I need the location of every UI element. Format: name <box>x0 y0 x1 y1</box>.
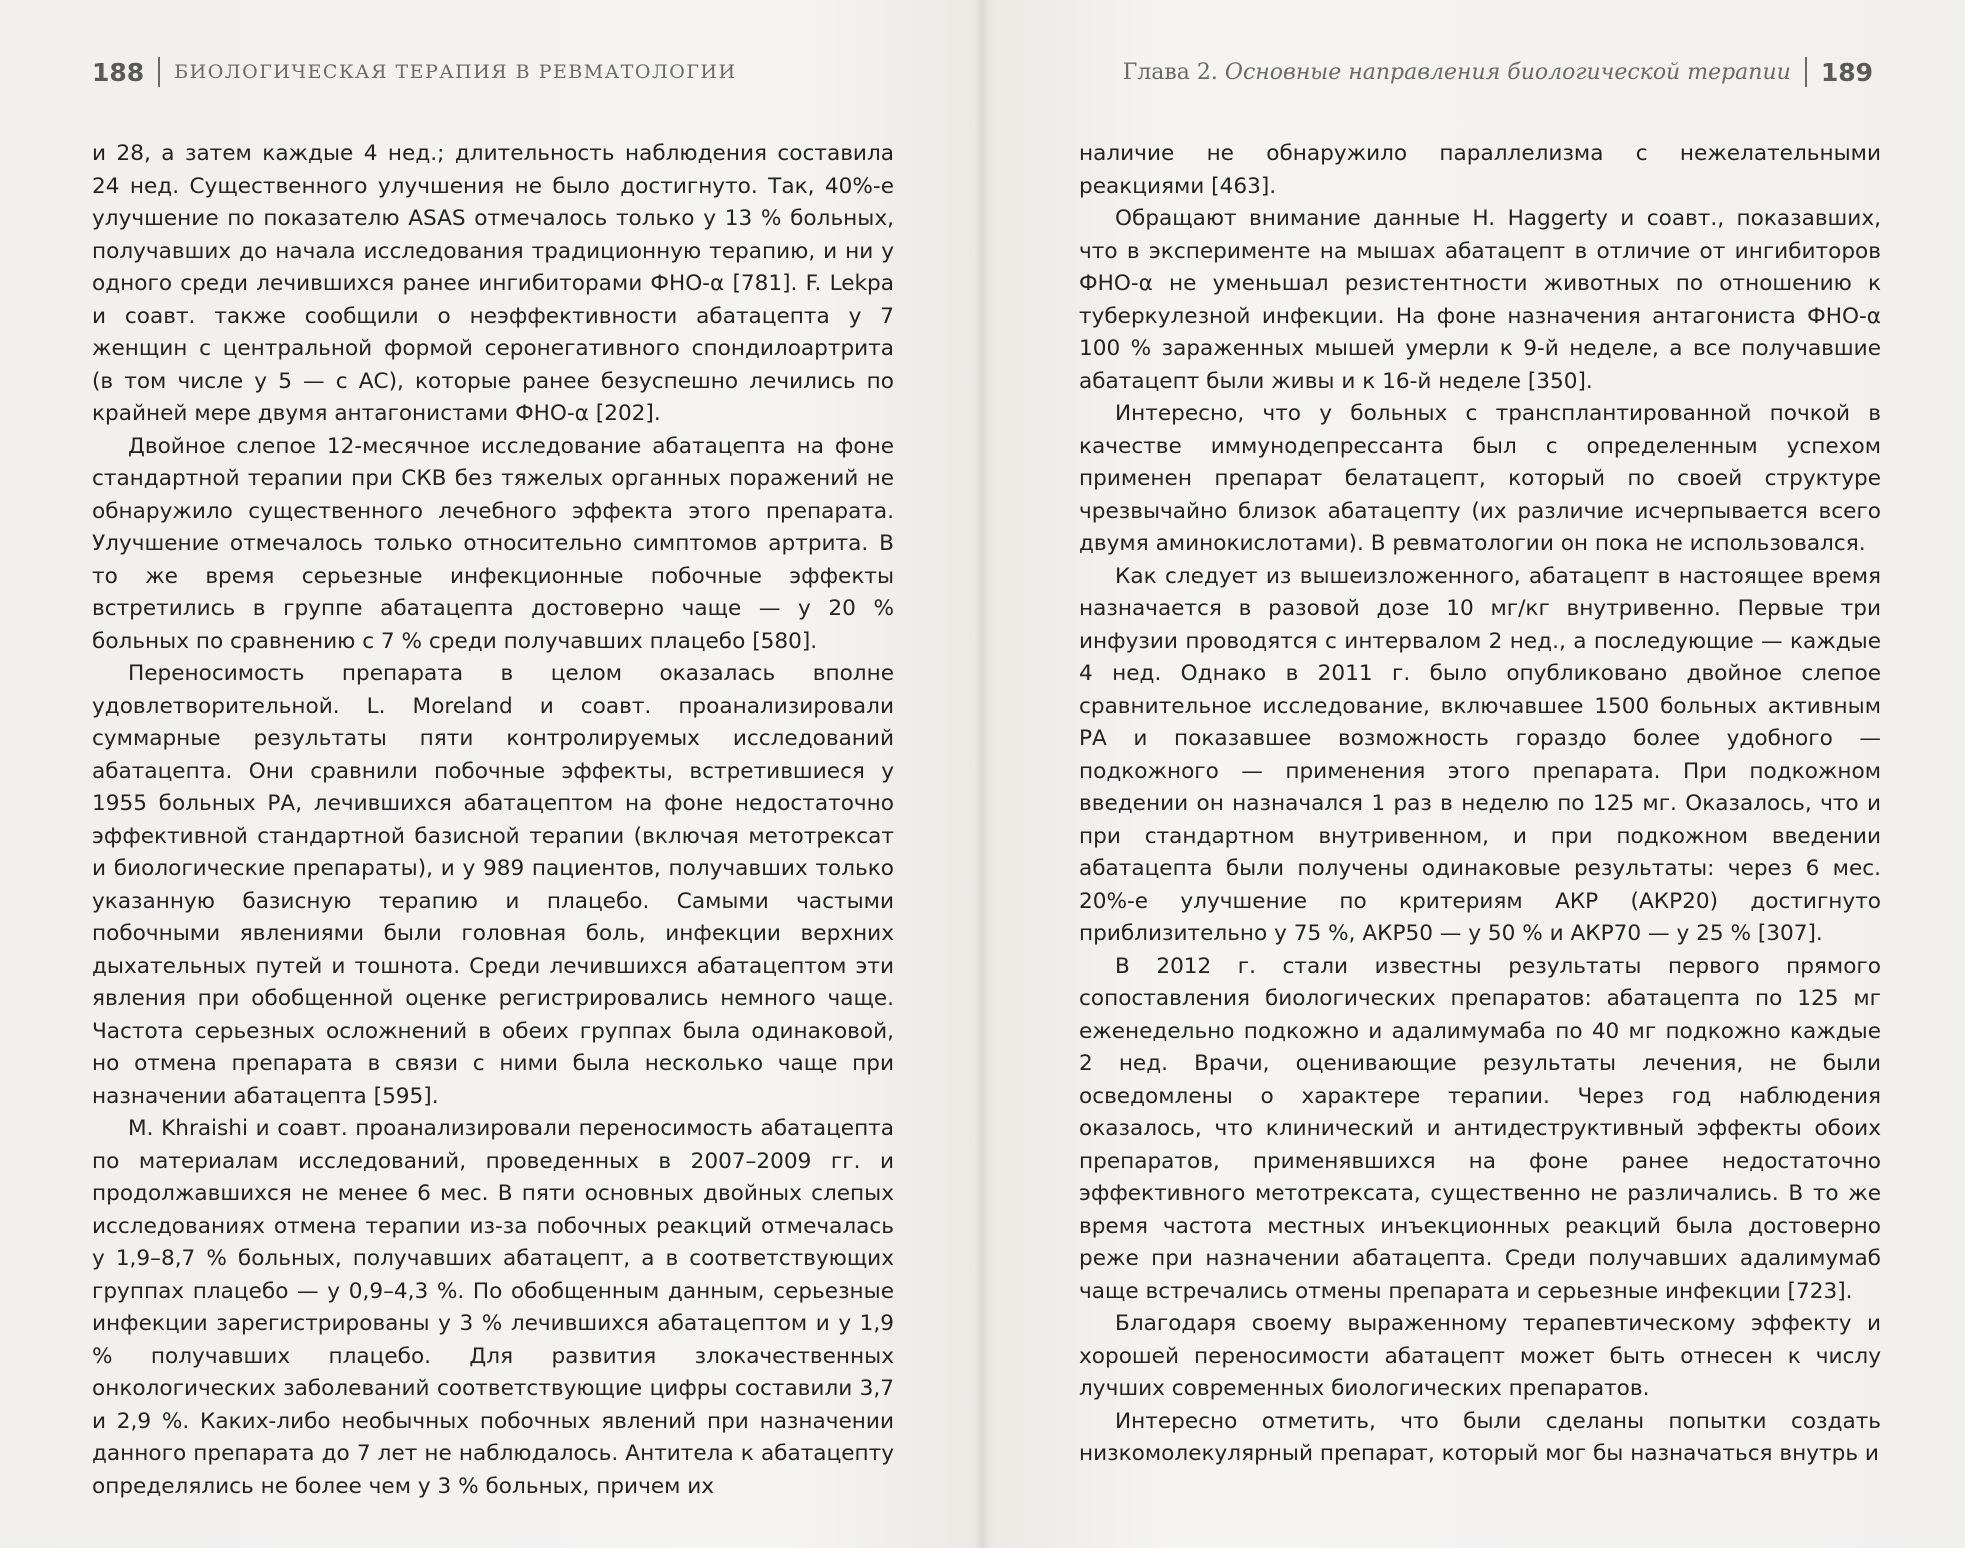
left-page <box>0 0 982 1548</box>
paragraph: наличие не обнаружило параллелизма с нежелательными реакциями [463]. <box>1079 141 1881 199</box>
left-page-number: 188 <box>92 57 145 87</box>
paragraph: Переносимость препарата в целом оказалась вполне удовлетворительной. L. Moreland и соавт. проанализировали суммарные результаты пяти контролируемых исследований абатацепта. Они сравнили побочные эффекты, встретившиеся у 1955 больных РА, лечившихся абатацептом на фоне недостаточно эффективной стандартной базисной терапии (включая метотрексат и биологические препараты), и у 989 пациентов, получавших только указанную базисную терапию и плацебо. Самыми частыми побочными явлениями были головная боль, инфекции верхних дыхательных путей и тошнота. Среди лечившихся абатацептом эти явления при обобщенной оценке регистрировались немного чаще. Частота серьезных осложнений в обеих группах была одинаковой, но отмена препарата в связи с ними была несколько чаще при назначении абатацепта [595]. <box>92 661 894 1109</box>
paragraph: Как следует из вышеизложенного, абатацепт в настоящее время назначается в разовой дозе 10 мг/кг внутривенно. Первые три инфузии проводятся с интервалом 2 нед., а последующие — каждые 4 нед. Однако в 2011 г. было опубликовано двойное слепое сравнительное исследование, включавшее 1500 больных активным РА и показавшее возможность гораздо более удобного — подкожного — применения этого препарата. При подкожном введении он назначался 1 раз в неделю по 125 мг. Оказалось, что и при стандартном внутривенном, и при подкожном введении абатацепта были получены одинаковые результаты: через 6 мес. 20%-е улучшение по критериям АКР (АКР20) достигнуто приблизительно у 75 %, АКР50 — у 50 % и АКР70 — у 25 % [307]. <box>1079 563 1881 946</box>
header-divider <box>1805 57 1807 87</box>
right-page <box>983 0 1965 1548</box>
paragraph: Интересно отметить, что были сделаны попытки создать низкомолекулярный препарат, который мог бы назначаться внутрь и <box>1079 1408 1881 1466</box>
header-divider <box>158 57 160 87</box>
paragraph: В 2012 г. стали известны результаты первого прямого сопоставления биологических препаратов: абатацепта по 125 мг еженедельно подкожно и адалимумаба по 40 мг подкожно каждые 2 нед. Врачи, оценивающие результаты лечения, не были осведомлены о характере терапии. Через год наблюдения оказалось, что клинический и антидеструктивный эффекты обоих препаратов, применявшихся на фоне ранее недостаточно эффективного метотрексата, существенно не различались. В то же время частота местных инъекционных реакций была достоверно реже при назначении абатацепта. Среди получавших адалимумаб чаще встречались отмены препарата и серьезные инфекции [723]. <box>1079 953 1881 1304</box>
chapter-title: Основные направления биологической терапии <box>1224 59 1791 85</box>
right-page-body <box>1079 138 1881 1471</box>
paragraph: M. Khraishi и соавт. проанализировали переносимость абатацепта по материалам исследований, проведенных в 2007–2009 гг. и продолжавшихся не менее 6 мес. В пяти основных двойных слепых исследованиях отмена терапии из-за побочных реакций отмечалась у 1,9–8,7 % больных, получавших абатацепт, а в соответствующих группах плацебо — у 0,9–4,3 %. По обобщенным данным, серьезные инфекции зарегистрированы у 3 % лечившихся абатацептом и у 1,9 % получавших плацебо. Для развития злокачественных онкологических заболеваний соответствующие цифры составили 3,7 и 2,9 %. Каких-либо необычных побочных явлений при назначении данного препарата до 7 лет не наблюдалось. Антитела к абатацепту определялись не более чем у 3 % больных, причем их <box>92 1116 894 1499</box>
paragraph: Интересно, что у больных с трансплантированной почкой в качестве иммунодепрессанта был с определенным успехом применен препарат белатацепт, который по своей структуре чрезвычайно близок абатацепту (их различие исчерпывается всего двумя аминокислотами). В ревматологии он пока не использовался. <box>1079 401 1881 556</box>
paragraph: Обращают внимание данные H. Haggerty и соавт., показавших, что в эксперименте на мышах абатацепт в отличие от ингибиторов ФНО-α не уменьшал резистентности животных по отношению к туберкулезной инфекции. На фоне назначения антагониста ФНО-α 100 % зараженных мышей умерли к 9-й неделе, а все получавшие абатацепт были живы и к 16-й неделе [350]. <box>1079 206 1881 394</box>
left-running-head: БИОЛОГИЧЕСКАЯ ТЕРАПИЯ В РЕВМАТОЛОГИИ <box>174 61 737 83</box>
chapter-label: Глава 2. <box>1122 59 1218 85</box>
left-page-header <box>92 52 737 92</box>
paragraph: Благодаря своему выраженному терапевтическому эффекту и хорошей переносимости абатацепт может быть отнесен к числу лучших современных биологических препаратов. <box>1079 1311 1881 1401</box>
paragraph: Двойное слепое 12-месячное исследование абатацепта на фоне стандартной терапии при СКВ без тяжелых органных поражений не обнаружило существенного лечебного эффекта этого препарата. Улучшение отмечалось только относительно симптомов артрита. В то же время серьезные инфекционные побочные эффекты встретились в группе абатацепта достоверно чаще — у 20 % больных по сравнению с 7 % среди получавших плацебо [580]. <box>92 433 894 654</box>
right-page-number: 189 <box>1820 57 1873 87</box>
left-page-body <box>92 138 894 1503</box>
paragraph: и 28, а затем каждые 4 нед.; длительность наблюдения составила 24 нед. Существенного улучшения не было достигнуто. Так, 40%-е улучшение по показателю ASAS отмечалось только у 13 % больных, получавших до начала исследования традиционную терапию, и ни у одного среди лечившихся ранее ингибиторами ФНО-α [781]. F. Lekpa и соавт. также сообщили о неэффективности абатацепта у 7 женщин с центральной формой серонегативного спондилоартрита (в том числе у 5 — с АС), которые ранее безуспешно лечились по крайней мере двумя антагонистами ФНО-α [202]. <box>92 141 894 426</box>
right-running-head <box>1123 60 1791 85</box>
right-page-header <box>1123 52 1873 92</box>
